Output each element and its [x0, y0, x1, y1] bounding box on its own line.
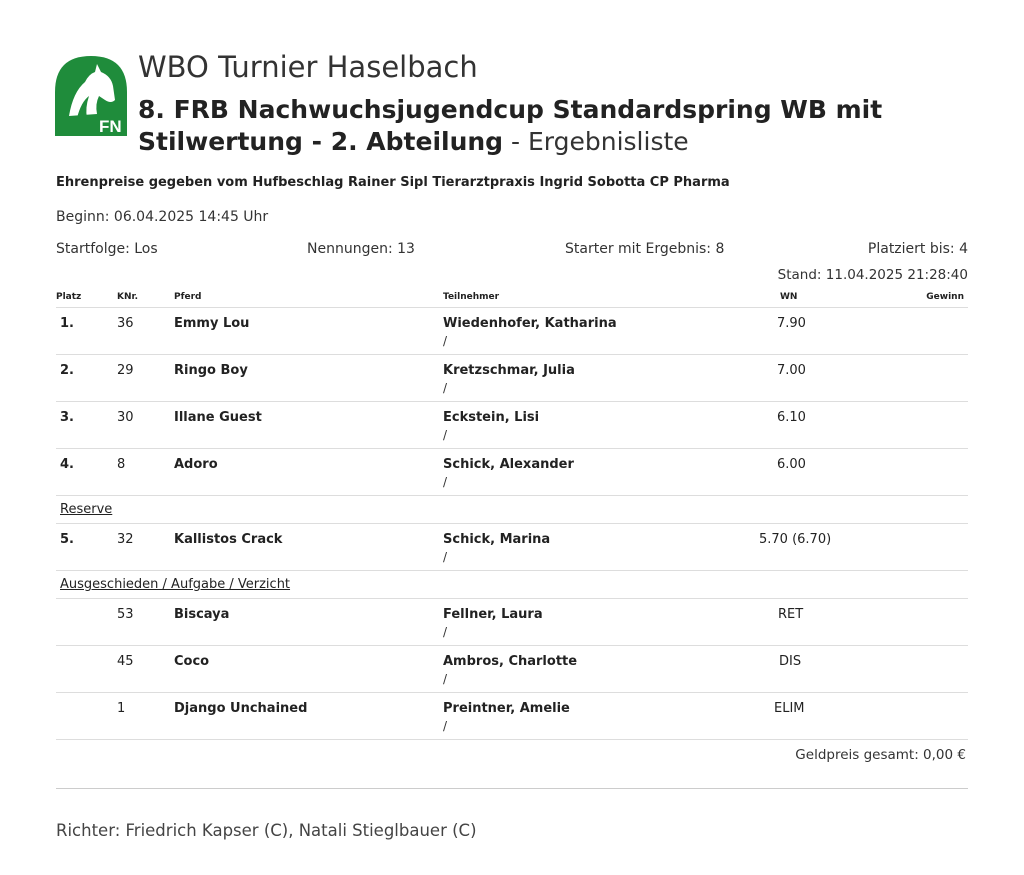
reserve-section-header: [56, 496, 968, 524]
row-pferd: Emmy Lou: [174, 316, 250, 331]
event-title: WBO Turnier Haselbach: [138, 50, 478, 84]
row-wn: 7.00: [777, 363, 806, 378]
nennungen: Nennungen: 13: [307, 241, 415, 257]
row-slash: /: [443, 719, 448, 733]
startfolge: Startfolge: Los: [56, 241, 158, 257]
header-wn: WN: [780, 292, 798, 302]
row-platz: 4.: [60, 457, 74, 472]
row-teilnehmer: Preintner, Amelie: [443, 701, 570, 716]
platziert-bis: Platziert bis: 4: [867, 241, 968, 257]
row-wn: 6.00: [777, 457, 806, 472]
row-teilnehmer: Eckstein, Lisi: [443, 410, 540, 425]
row-wn: ELIM: [774, 701, 805, 716]
judges-text: Richter: Friedrich Kapser (C), Natali Stieglbauer (C): [56, 821, 477, 840]
row-platz: 2.: [60, 363, 74, 378]
table-row: [56, 599, 968, 646]
table-row: [56, 308, 968, 355]
row-slash: /: [443, 334, 448, 348]
logo-fn-text: FN: [99, 117, 122, 136]
row-slash: /: [443, 672, 448, 686]
row-teilnehmer: Wiedenhofer, Katharina: [443, 316, 617, 331]
row-pferd: Illane Guest: [174, 410, 262, 425]
row-slash: /: [443, 625, 448, 639]
row-slash: /: [443, 475, 448, 489]
header-platz: Platz: [56, 292, 82, 302]
row-platz: 1.: [60, 316, 74, 331]
row-wn: 6.10: [777, 410, 806, 425]
row-teilnehmer: Kretzschmar, Julia: [443, 363, 575, 378]
row-pferd: Kallistos Crack: [174, 532, 283, 547]
eliminated-label: Ausgeschieden / Aufgabe / Verzicht: [60, 577, 291, 592]
row-knr: 45: [117, 654, 134, 669]
row-wn: DIS: [779, 654, 802, 669]
row-pferd: Adoro: [174, 457, 218, 472]
competition-name: 8. FRB Nachwuchsjugendcup Standardspring WB mit Stilwertung - 2. Abteilung: [138, 95, 883, 156]
footer-divider: [56, 788, 968, 789]
starter-count: Starter mit Ergebnis: 8: [565, 241, 725, 257]
competition-title: [138, 94, 898, 158]
table-row: [56, 646, 968, 693]
competition-suffix: - Ergebnisliste: [503, 127, 689, 156]
row-teilnehmer: Schick, Alexander: [443, 457, 574, 472]
table-row: [56, 449, 968, 496]
row-knr: 30: [117, 410, 134, 425]
reserve-label: Reserve: [60, 502, 113, 517]
row-pferd: Ringo Boy: [174, 363, 248, 378]
row-slash: /: [443, 381, 448, 395]
row-teilnehmer: Ambros, Charlotte: [443, 654, 578, 669]
row-knr: 36: [117, 316, 134, 331]
sponsors-text: Ehrenpreise gegeben vom Hufbeschlag Rainer Sipl Tierarztpraxis Ingrid Sobotta CP Pharma: [56, 175, 730, 190]
row-wn: 7.90: [777, 316, 806, 331]
row-knr: 53: [117, 607, 134, 622]
row-teilnehmer: Schick, Marina: [443, 532, 551, 547]
row-platz: 5.: [60, 532, 74, 547]
row-slash: /: [443, 428, 448, 442]
stand-timestamp: Stand: 11.04.2025 21:28:40: [777, 267, 968, 283]
row-knr: 32: [117, 532, 134, 547]
header-knr: KNr.: [117, 292, 139, 302]
row-wn: 5.70 (6.70): [759, 532, 832, 547]
eliminated-section-header: [56, 571, 968, 599]
info-row: [56, 241, 968, 261]
header-teilnehmer: Teilnehmer: [443, 292, 500, 302]
header-pferd: Pferd: [174, 292, 202, 302]
row-knr: 8: [117, 457, 126, 472]
row-platz: 3.: [60, 410, 74, 425]
row-teilnehmer: Fellner, Laura: [443, 607, 543, 622]
total-prize-money: Geldpreis gesamt: 0,00 €: [795, 747, 966, 763]
row-slash: /: [443, 550, 448, 564]
table-row: [56, 693, 968, 740]
horse-head-logo-icon: [55, 56, 127, 136]
table-row: [56, 402, 968, 449]
table-row: [56, 524, 968, 571]
header-gewinn: Gewinn: [926, 292, 964, 302]
row-wn: RET: [778, 607, 804, 622]
table-row: [56, 355, 968, 402]
row-knr: 1: [117, 701, 126, 716]
fn-logo: [55, 56, 127, 136]
row-pferd: Django Unchained: [174, 701, 308, 716]
row-knr: 29: [117, 363, 134, 378]
row-pferd: Coco: [174, 654, 210, 669]
table-header: [56, 290, 968, 308]
row-pferd: Biscaya: [174, 607, 230, 622]
start-time: Beginn: 06.04.2025 14:45 Uhr: [56, 209, 269, 225]
